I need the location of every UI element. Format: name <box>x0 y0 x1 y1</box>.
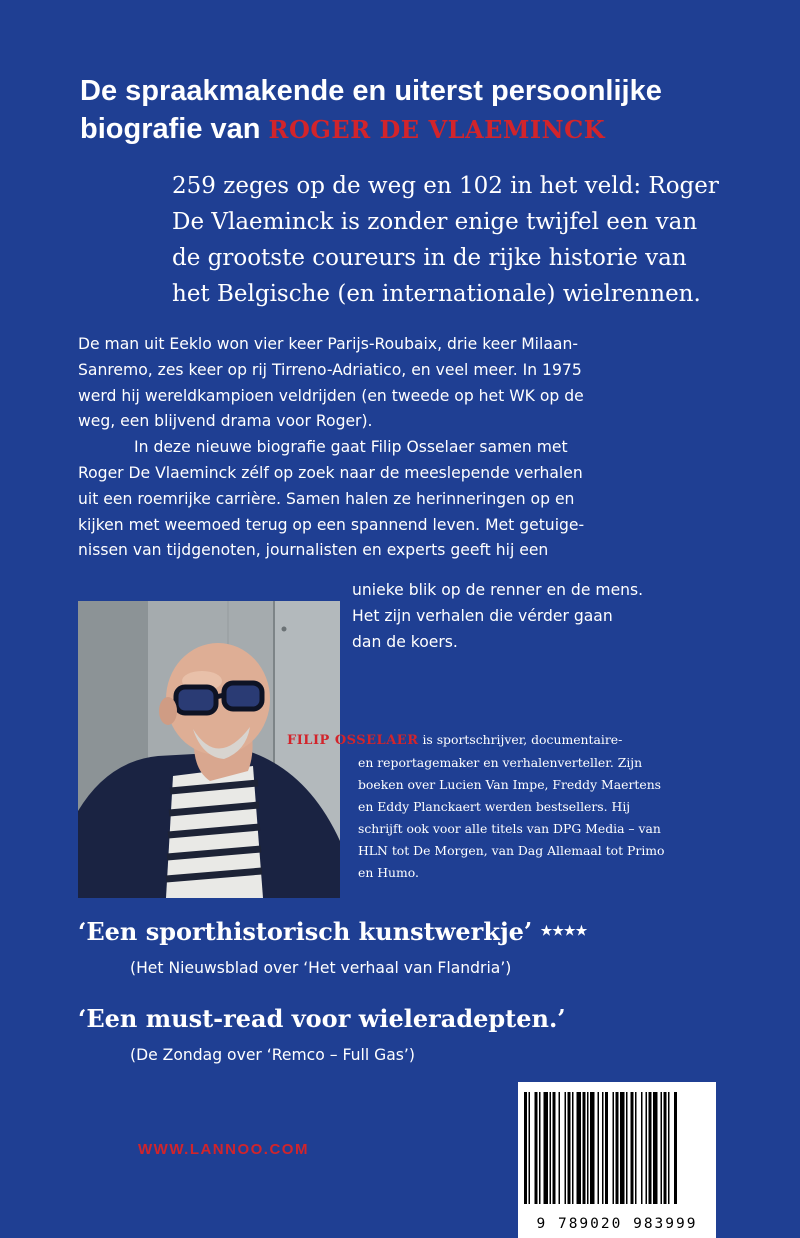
barcode-bar <box>590 1092 595 1204</box>
body-line: kijken met weemoed terug op een spannend leven. Met getuige- <box>78 515 585 534</box>
barcode-bar <box>583 1092 586 1204</box>
body-line: werd hij wereldkampioen veldrijden (en tweede op het WK op de <box>78 386 584 405</box>
barcode-bar <box>544 1092 549 1204</box>
author-bio-line: schrijft ook voor alle titels van DPG Media – van <box>358 821 661 836</box>
barcode-bar <box>550 1092 552 1204</box>
rating-stars: ★★★★ <box>540 924 588 939</box>
review-source: (Het Nieuwsblad over ‘Het verhaal van Flandria’) <box>130 959 512 977</box>
author-name: FILIP OSSELAER <box>287 733 419 748</box>
barcode-bar <box>649 1092 652 1204</box>
lead-line: de grootste coureurs in de rijke historie van <box>172 245 687 271</box>
body-text-wrapped <box>352 578 752 655</box>
barcode-bar <box>631 1092 634 1204</box>
author-bio <box>287 729 757 884</box>
barcode-bar <box>653 1092 658 1204</box>
barcode <box>518 1082 716 1238</box>
headline-subject: ROGER DE VLAEMINCK <box>268 115 606 144</box>
barcode-bar <box>568 1092 571 1204</box>
barcode-bar <box>598 1092 600 1204</box>
lead-line: De Vlaeminck is zonder enige twijfel een van <box>172 209 698 235</box>
barcode-bar <box>616 1092 619 1204</box>
body-line: uit een roemrijke carrière. Samen halen ze herinneringen op en <box>78 489 575 508</box>
headline-prefix: biografie van <box>80 113 269 145</box>
barcode-bar <box>626 1092 628 1204</box>
body-line: In deze nieuwe biografie gaat Filip Osselaer samen met <box>134 438 568 457</box>
body-line: nissen van tijdgenoten, journalisten en experts geeft hij een <box>78 541 549 560</box>
barcode-bar <box>572 1092 574 1204</box>
headline <box>80 72 760 149</box>
author-bio-line: boeken over Lucien Van Impe, Freddy Maertens <box>358 777 662 792</box>
barcode-bar <box>646 1092 648 1204</box>
author-bio-line: HLN tot De Morgen, van Dag Allemaal tot Primo <box>358 843 665 858</box>
barcode-bar <box>524 1092 527 1204</box>
review-quote <box>78 916 587 948</box>
barcode-bar <box>602 1092 604 1204</box>
body-line: Het zijn verhalen die vérder gaan <box>352 606 613 625</box>
headline-line1: De spraakmakende en uiterst persoonlijke <box>80 75 662 107</box>
barcode-bar <box>613 1092 615 1204</box>
publisher-website[interactable]: WWW.LANNOO.COM <box>138 1141 309 1158</box>
barcode-bar <box>635 1092 637 1204</box>
review-quote <box>78 1003 566 1035</box>
barcode-bar <box>674 1092 677 1204</box>
lead-paragraph <box>172 168 732 312</box>
review-source: (De Zondag over ‘Remco – Full Gas’) <box>130 1046 415 1064</box>
barcode-bar <box>605 1092 608 1204</box>
barcode-bars <box>518 1082 716 1210</box>
barcode-bar <box>529 1092 531 1204</box>
barcode-bar <box>565 1092 567 1204</box>
barcode-bar <box>641 1092 643 1204</box>
barcode-bar <box>587 1092 589 1204</box>
lead-line: het Belgische (en internationale) wielrennen. <box>172 281 701 307</box>
barcode-bar <box>559 1092 561 1204</box>
body-line: dan de koers. <box>352 632 458 651</box>
isbn-number: 9 789020 983999 <box>536 1216 698 1232</box>
author-bio-line: is sportschrijver, documentaire- <box>418 732 623 747</box>
barcode-bar <box>661 1092 663 1204</box>
barcode-bar <box>535 1092 538 1204</box>
body-line: weg, een blijvend drama voor Roger). <box>78 412 373 431</box>
body-line: De man uit Eeklo won vier keer Parijs-Roubaix, drie keer Milaan- <box>78 335 578 353</box>
lead-line: 259 zeges op de weg en 102 in het veld: Roger <box>172 173 719 199</box>
body-text <box>78 332 728 564</box>
barcode-bar <box>668 1092 670 1204</box>
barcode-bar <box>539 1092 541 1204</box>
barcode-bar <box>553 1092 556 1204</box>
author-bio-line: en Eddy Planckaert werden bestsellers. Hij <box>358 799 631 814</box>
review-quote-text: ‘Een must-read voor wieleradepten.’ <box>78 1004 566 1033</box>
body-line: Sanremo, zes keer op rij Tirreno-Adriatico, en veel meer. In 1975 <box>78 360 582 379</box>
body-line: Roger De Vlaeminck zélf op zoek naar de meeslepende verhalen <box>78 463 583 482</box>
barcode-bar <box>664 1092 667 1204</box>
barcode-bar <box>620 1092 625 1204</box>
review-quote-text: ‘Een sporthistorisch kunstwerkje’ <box>78 917 533 946</box>
author-bio-line: en Humo. <box>358 865 419 880</box>
barcode-bar <box>577 1092 582 1204</box>
body-line: unieke blik op de renner en de mens. <box>352 581 644 599</box>
author-bio-line: en reportagemaker en verhalenverteller. Zijn <box>358 755 643 770</box>
